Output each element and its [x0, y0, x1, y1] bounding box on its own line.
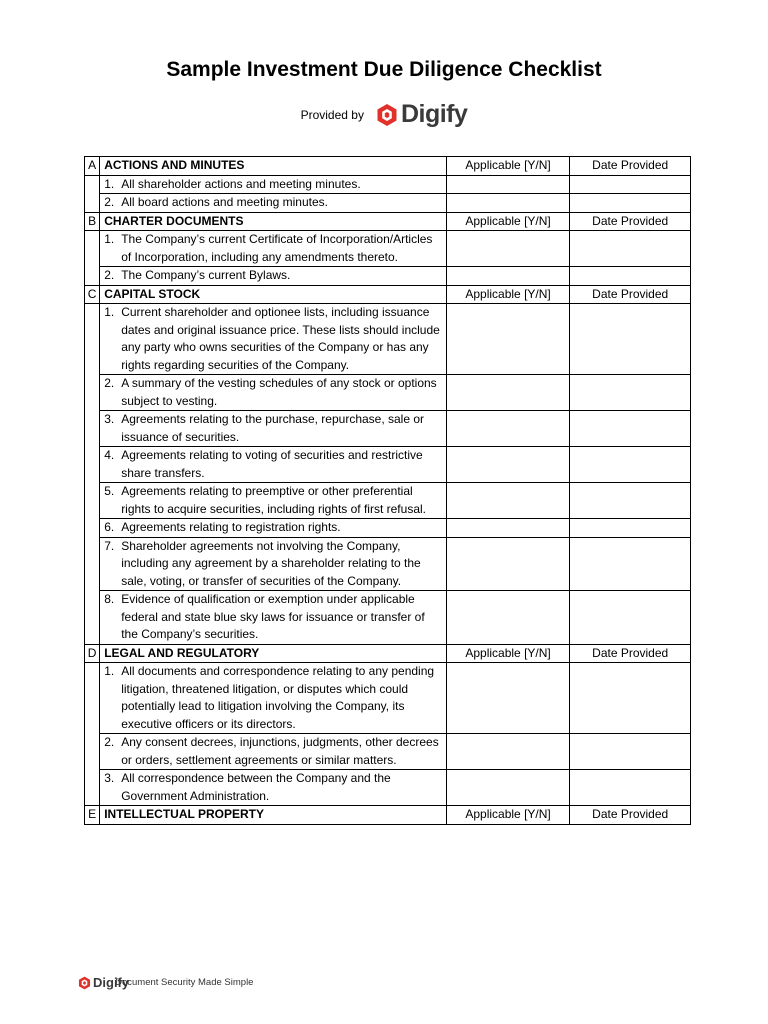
item-text: The Company’s current Certificate of Incorporation/Articles of Incorporation, including any amendments thereto. — [121, 232, 433, 264]
item-number: 2. — [104, 268, 115, 282]
date-provided-column-header: Date Provided — [570, 806, 691, 825]
date-provided-cell[interactable] — [570, 194, 691, 213]
section-heading: CAPITAL STOCK — [100, 285, 447, 304]
checklist-item — [100, 231, 447, 267]
date-provided-cell[interactable] — [570, 231, 691, 267]
item-number: 3. — [104, 771, 115, 785]
section-letter: C — [85, 285, 100, 304]
item-number: 1. — [104, 232, 115, 246]
digify-logo-text: Digify — [400, 100, 468, 128]
applicable-cell[interactable] — [446, 267, 570, 286]
section-letter-spacer — [85, 231, 100, 286]
checklist-item — [100, 537, 447, 591]
checklist-item-row — [85, 519, 691, 538]
item-text: Agreements relating to preemptive or other preferential rights to acquire securities, including rights of first refusal. — [121, 484, 426, 516]
checklist-item-row — [85, 411, 691, 447]
item-text: All correspondence between the Company and the Government Administration. — [121, 771, 391, 803]
applicable-cell[interactable] — [446, 519, 570, 538]
applicable-cell[interactable] — [446, 231, 570, 267]
checklist-item-row — [85, 175, 691, 194]
checklist-item — [100, 734, 447, 770]
date-provided-column-header: Date Provided — [570, 212, 691, 231]
date-provided-cell[interactable] — [570, 304, 691, 375]
checklist-item-row — [85, 231, 691, 267]
checklist-item — [100, 175, 447, 194]
date-provided-cell[interactable] — [570, 375, 691, 411]
applicable-cell[interactable] — [446, 591, 570, 645]
section-heading: LEGAL AND REGULATORY — [100, 644, 447, 663]
checklist-item — [100, 447, 447, 483]
item-number: 4. — [104, 448, 115, 462]
checklist-item-row — [85, 194, 691, 213]
checklist-item — [100, 591, 447, 645]
item-text: Current shareholder and optionee lists, including issuance dates and original issuance price. These lists should include any party who owns securities of the Company or has any rights regarding securities of the Company. — [121, 305, 440, 372]
footer — [78, 975, 253, 990]
provided-by-label: Provided by — [300, 107, 364, 122]
section-heading: INTELLECTUAL PROPERTY — [100, 806, 447, 825]
date-provided-cell[interactable] — [570, 267, 691, 286]
item-number: 2. — [104, 376, 115, 390]
applicable-cell[interactable] — [446, 734, 570, 770]
applicable-column-header: Applicable [Y/N] — [446, 212, 570, 231]
section-header-row — [85, 212, 691, 231]
footer-tagline: Document Security Made Simple — [115, 977, 254, 988]
item-text: Agreements relating to registration rights. — [121, 520, 341, 534]
date-provided-column-header: Date Provided — [570, 644, 691, 663]
checklist-item-row — [85, 447, 691, 483]
item-number: 2. — [104, 195, 115, 209]
due-diligence-table — [84, 156, 691, 825]
checklist-item — [100, 483, 447, 519]
applicable-cell[interactable] — [446, 304, 570, 375]
checklist-item-row — [85, 375, 691, 411]
checklist-item-row — [85, 770, 691, 806]
item-number: 6. — [104, 520, 115, 534]
item-number: 8. — [104, 592, 115, 606]
section-header-row — [85, 157, 691, 176]
section-heading: CHARTER DOCUMENTS — [100, 212, 447, 231]
date-provided-column-header: Date Provided — [570, 157, 691, 176]
item-number: 7. — [104, 538, 115, 553]
checklist-item-row — [85, 663, 691, 734]
section-header-row — [85, 285, 691, 304]
date-provided-cell[interactable] — [570, 770, 691, 806]
applicable-column-header: Applicable [Y/N] — [446, 644, 570, 663]
date-provided-cell[interactable] — [570, 175, 691, 194]
applicable-cell[interactable] — [446, 411, 570, 447]
provided-by-row — [0, 100, 768, 129]
section-letter-spacer — [85, 175, 100, 212]
checklist-item-row — [85, 591, 691, 645]
section-letter: A — [85, 157, 100, 176]
item-text: All documents and correspondence relating to any pending litigation, threatened litigation, or disputes which could potentially lead to litigation involving the Company, its executive officers or its directors. — [121, 664, 435, 731]
applicable-column-header: Applicable [Y/N] — [446, 806, 570, 825]
applicable-cell[interactable] — [446, 175, 570, 194]
digify-logo — [376, 100, 467, 129]
applicable-cell[interactable] — [446, 447, 570, 483]
item-number: 5. — [104, 484, 115, 498]
section-header-row — [85, 806, 691, 825]
applicable-cell[interactable] — [446, 663, 570, 734]
digify-hexagon-icon — [376, 103, 398, 127]
footer-digify-hexagon-icon — [78, 976, 91, 990]
date-provided-cell[interactable] — [570, 663, 691, 734]
item-number: 3. — [104, 412, 115, 426]
applicable-cell[interactable] — [446, 537, 570, 591]
footer-logo-text: Digify — [93, 975, 130, 990]
item-number: 2. — [104, 735, 115, 749]
item-number: 1. — [104, 176, 115, 191]
item-text: All shareholder actions and meeting minutes. — [121, 176, 361, 191]
section-letter-spacer — [85, 304, 100, 645]
checklist-item — [100, 770, 447, 806]
section-letter: E — [85, 806, 100, 825]
applicable-cell[interactable] — [446, 483, 570, 519]
checklist-item — [100, 375, 447, 411]
checklist-item-row — [85, 537, 691, 591]
applicable-cell[interactable] — [446, 194, 570, 213]
item-text: Agreements relating to the purchase, repurchase, sale or issuance of securities. — [121, 412, 425, 444]
date-provided-cell[interactable] — [570, 591, 691, 645]
item-text: The Company’s current Bylaws. — [121, 268, 291, 282]
document-title: Sample Investment Due Diligence Checklist — [166, 58, 602, 81]
item-text: Any consent decrees, injunctions, judgments, other decrees or orders, settlement agreements or similar matters. — [121, 735, 439, 767]
date-provided-column-header: Date Provided — [570, 285, 691, 304]
section-letter: D — [85, 644, 100, 663]
applicable-cell[interactable] — [446, 375, 570, 411]
date-provided-cell[interactable] — [570, 519, 691, 538]
checklist-item-row — [85, 483, 691, 519]
section-letter-spacer — [85, 663, 100, 806]
item-text: Shareholder agreements not involving the Company, including any agreement by a shareholder relating to the sale, voting, or transfer of securities of the Company. — [121, 538, 421, 588]
date-provided-cell[interactable] — [570, 734, 691, 770]
checklist-item-row — [85, 304, 691, 375]
date-provided-cell[interactable] — [570, 483, 691, 519]
applicable-cell[interactable] — [446, 770, 570, 806]
checklist-item — [100, 267, 447, 286]
date-provided-cell[interactable] — [570, 447, 691, 483]
date-provided-cell[interactable] — [570, 537, 691, 591]
section-header-row — [85, 644, 691, 663]
section-heading: ACTIONS AND MINUTES — [100, 157, 447, 176]
section-letter: B — [85, 212, 100, 231]
item-number: 1. — [104, 664, 115, 678]
item-text: Agreements relating to voting of securities and restrictive share transfers. — [121, 448, 423, 480]
item-text: All board actions and meeting minutes. — [121, 195, 328, 209]
checklist-item — [100, 304, 447, 375]
checklist-item — [100, 519, 447, 538]
item-number: 1. — [104, 305, 115, 319]
item-text: A summary of the vesting schedules of any stock or options subject to vesting. — [121, 376, 437, 408]
checklist-item — [100, 411, 447, 447]
applicable-column-header: Applicable [Y/N] — [446, 285, 570, 304]
checklist-item — [100, 194, 447, 213]
applicable-column-header: Applicable [Y/N] — [446, 157, 570, 176]
checklist-item — [100, 663, 447, 734]
date-provided-cell[interactable] — [570, 411, 691, 447]
checklist-item-row — [85, 267, 691, 286]
checklist-item-row — [85, 734, 691, 770]
item-text: Evidence of qualification or exemption under applicable federal and state blue sky laws for issuance or transfer of the Company’s securities. — [121, 592, 425, 641]
